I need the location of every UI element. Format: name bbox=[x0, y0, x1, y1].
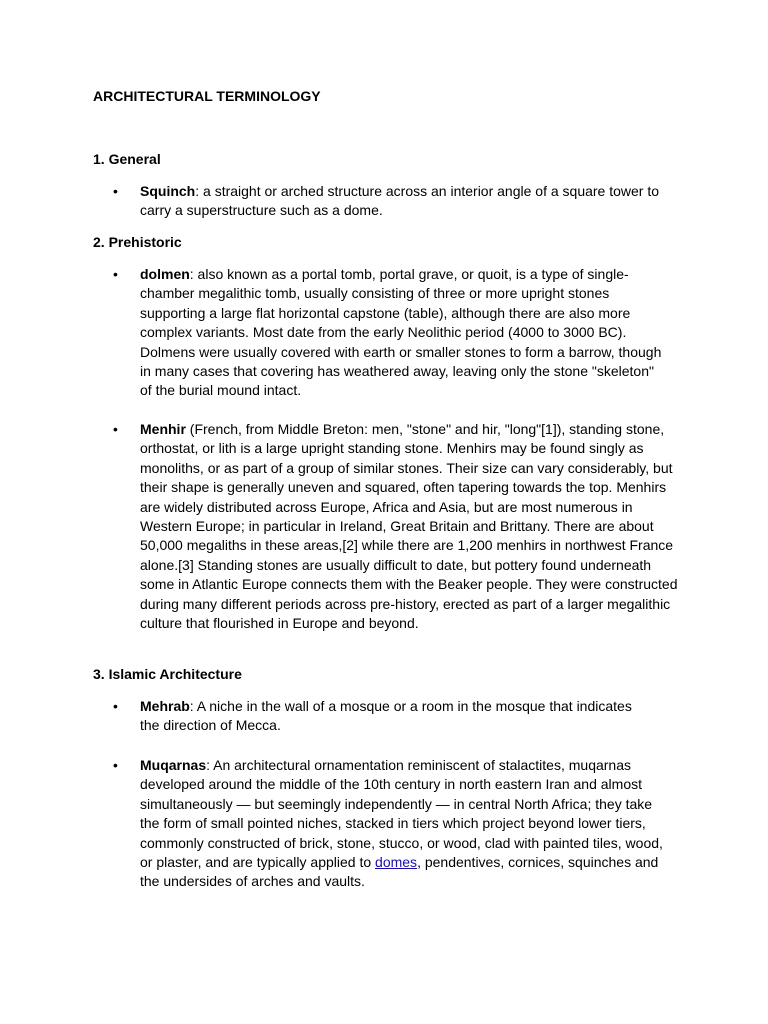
domes-link[interactable]: domes bbox=[375, 854, 418, 871]
term-dolmen: dolmen bbox=[140, 266, 190, 282]
entry-squinch bbox=[113, 182, 665, 221]
term-muqarnas: Muqarnas bbox=[140, 757, 207, 773]
bullet-glyph: • bbox=[113, 698, 118, 714]
term-squinch: Squinch bbox=[140, 183, 196, 199]
definition-mehrab: : A niche in the wall of a mosque or a room in the mosque that indicates the direction of Mecca. bbox=[140, 698, 632, 734]
definition-muqarnas-part2: , pendentives, cornices, squinches and the undersides of arches and vaults. bbox=[140, 854, 659, 890]
entry-menhir bbox=[113, 420, 680, 633]
entry-mehrab bbox=[113, 697, 655, 736]
bullet-glyph: • bbox=[113, 183, 118, 199]
definition-muqarnas-part1: : An architectural ornamentation reminiscent of stalactites, muqarnas developed around the middle of the 10th century in north eastern Iran and almost simultaneously — but seemingly independently — in central North Africa; they take the form of small pointed niches, stacked in tiers which project beyond lower tiers, commonly constructed of brick, stone, stucco, or wood, clad with painted tiles, wood, or plaster, and are typically applied to bbox=[140, 757, 663, 871]
entry-dolmen bbox=[113, 265, 665, 401]
definition-squinch: : a straight or arched structure across an interior angle of a square tower to carry a superstructure such as a dome. bbox=[140, 183, 660, 219]
definition-dolmen: : also known as a portal tomb, portal grave, or quoit, is a type of single-chamber megalithic tomb, usually consisting of three or more upright stones supporting a large flat horizontal capstone (table), although there are also more complex variants. Most date from the early Neolithic period (4000 to 3000 BC). Dolmens were usually covered with earth or smaller stones to form a barrow, though in many cases that covering has weathered away, leaving only the stone "skeleton" of the burial mound intact. bbox=[140, 266, 662, 399]
entry-muqarnas bbox=[113, 756, 675, 892]
section-heading-prehistoric: 2. Prehistoric bbox=[93, 234, 182, 250]
definition-menhir: (French, from Middle Breton: men, "stone" and hir, "long"[1]), standing stone, orthostat, or lith is a large upright standing stone. Menhirs may be found singly as monoliths, or as part of a group of similar stones. Their size can vary considerably, but their shape is generally uneven and squared, often tapering towards the top. Menhirs are widely distributed across Europe, Africa and Asia, but are most numerous in Western Europe; in particular in Ireland, Great Britain and Brittany. There are about 50,000 megaliths in these areas,[2] while there are 1,200 menhirs in northwest France alone.[3] Standing stones are usually difficult to date, but pottery found underneath some in Atlantic Europe connects them with the Beaker people. They were constructed during many different periods across pre-history, erected as part of a larger megalithic culture that flourished in Europe and beyond. bbox=[140, 421, 678, 632]
bullet-glyph: • bbox=[113, 757, 118, 773]
bullet-glyph: • bbox=[113, 421, 118, 437]
term-mehrab: Mehrab bbox=[140, 698, 190, 714]
term-menhir: Menhir bbox=[140, 421, 186, 437]
section-heading-general: 1. General bbox=[93, 151, 161, 167]
document-title: ARCHITECTURAL TERMINOLOGY bbox=[93, 88, 321, 104]
section-heading-islamic-architecture: 3. Islamic Architecture bbox=[93, 666, 242, 682]
bullet-glyph: • bbox=[113, 266, 118, 282]
